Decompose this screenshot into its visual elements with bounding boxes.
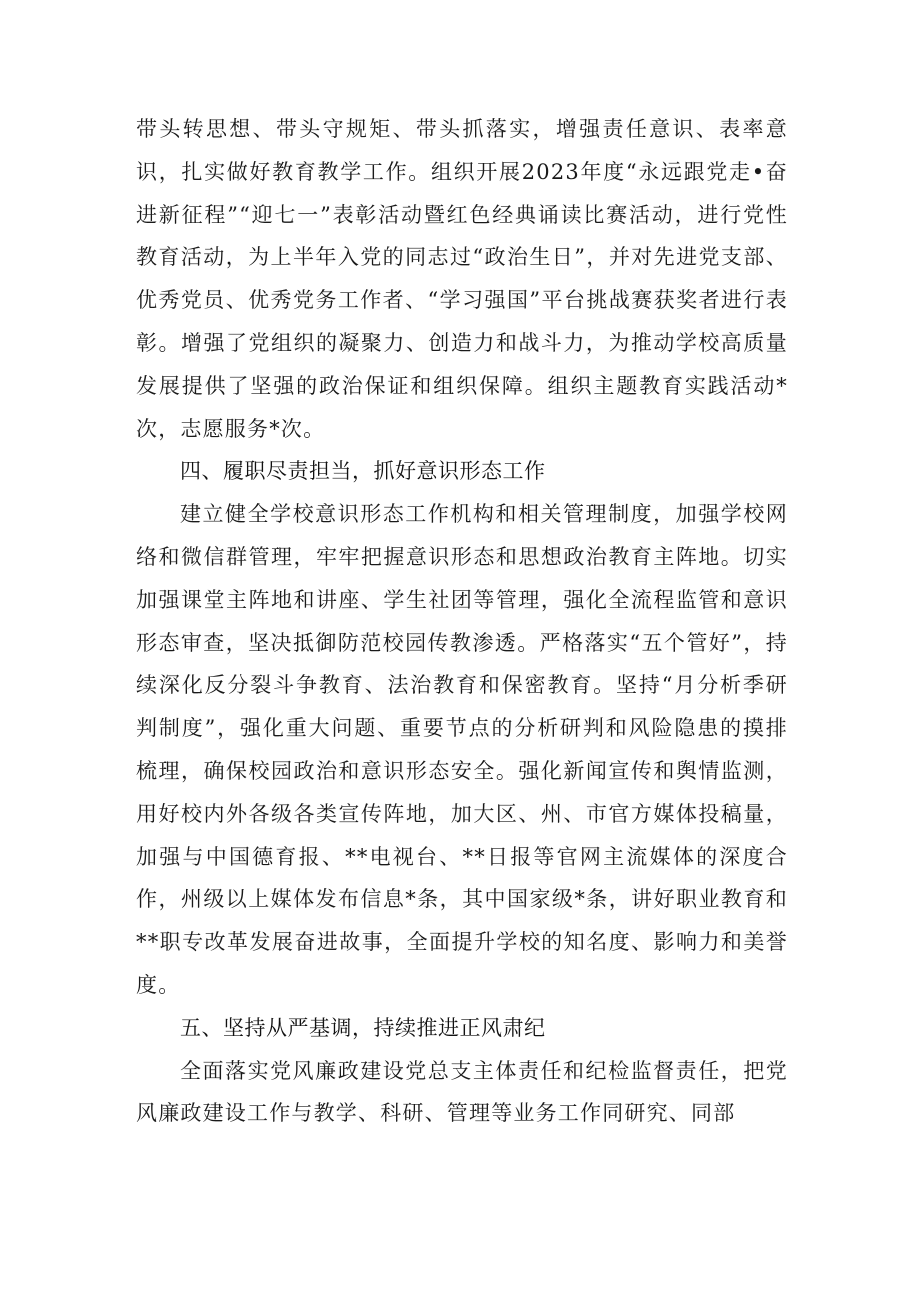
- section-heading-discipline: 五、坚持从严基调，持续推进正风肃纪: [180, 1015, 546, 1040]
- document-body: [136, 108, 788, 1135]
- paragraph-party-activities: 带头转思想、带头守规矩、带头抓落实，增强责任意识、表率意识，扎实做好教育教学工作。组织开展2023年度“永远跟党走•奋进新征程”“迎七一”表彰活动暨红色经典诵读比赛活动，进行党性教育活动，为上半年入党的同志过“政治生日”，并对先进党支部、优秀党员、优秀党务工作者、“学习强国”平台挑战赛获奖者进行表彰。增强了党组织的凝聚力、创造力和战斗力，为推动学校高质量发展提供了坚强的政治保证和组织保障。组织主题教育实践活动*次，志愿服务*次。: [136, 117, 788, 441]
- paragraph-ideology-work: 建立健全学校意识形态工作机构和相关管理制度，加强学校网络和微信群管理，牢牢把握意识形态和思想政治教育主阵地。切实加强课堂主阵地和讲座、学生社团等管理，强化全流程监管和意识形态审查，坚决抵御防范校园传教渗透。严格落实“五个管好”，持续深化反分裂斗争教育、法治教育和保密教育。坚持“月分析季研判制度”，强化重大问题、重要节点的分析研判和风险隐患的摸排梳理，确保校园政治和意识形态安全。强化新闻宣传和舆情监测，用好校内外各级各类宣传阵地，加大区、州、市官方媒体投稿量，加强与中国德育报、**电视台、**日报等官网主流媒体的深度合作，州级以上媒体发布信息*条，其中国家级*条，讲好职业教育和**职专改革发展奋进故事，全面提升学校的知名度、影响力和美誉度。: [136, 502, 788, 997]
- section-heading-ideology: 四、履职尽责担当，抓好意识形态工作: [180, 459, 546, 484]
- paragraph-discipline-work: 全面落实党风廉政建设党总支主体责任和纪检监督责任，把党风廉政建设工作与教学、科研、管理等业务工作同研究、同部: [136, 1058, 788, 1126]
